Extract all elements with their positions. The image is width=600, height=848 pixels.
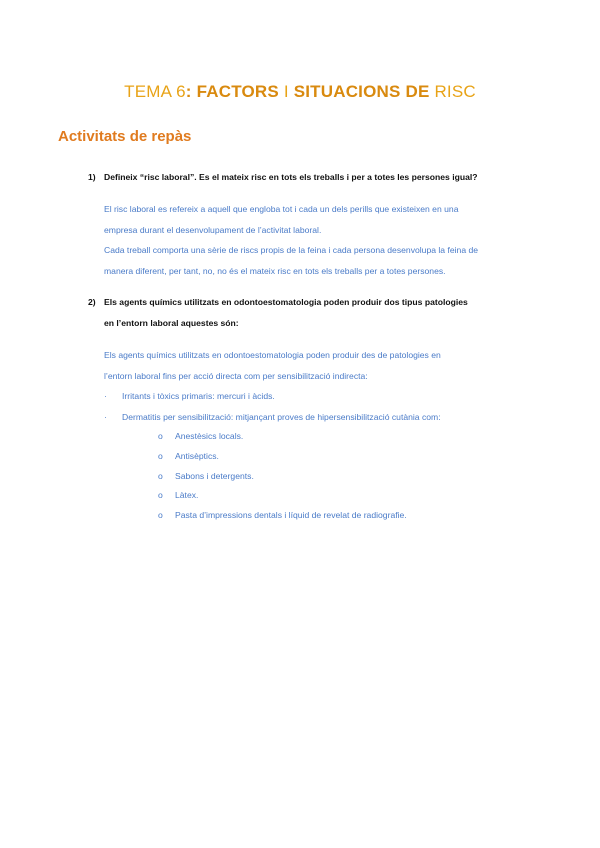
answer-line: El risc laboral es refereix a aquell que engloba tot i cada un dels perills que existeixen en una (104, 204, 459, 214)
question-1 (88, 167, 528, 188)
sub-item (158, 506, 538, 526)
question-number: 2) (88, 297, 96, 307)
bullet-item (104, 407, 564, 428)
page-title (0, 82, 600, 102)
sub-item (158, 467, 538, 487)
sub-text: Sabons i detergents. (175, 470, 254, 481)
answer-line: Cada treball comporta una sèrie de riscs propis de la feina i cada persona desenvolupa la feina de (104, 245, 479, 255)
answer-line: empresa durant el desenvolupament de l’activitat laboral. (104, 224, 322, 235)
sub-item (158, 447, 538, 467)
section-heading: Activitats de repàs (58, 128, 192, 145)
question-text: Els agents químics utilitzats en odontoestomatologia poden produir dos tipus patologies (104, 297, 468, 307)
title-part: FACTORS (196, 82, 279, 101)
sub-text: Pasta d’impressions dentals i líquid de revelat de radiografie. (175, 510, 407, 521)
sub-marker: o (158, 470, 163, 481)
title-part: DE (405, 82, 430, 101)
title-part: TEMA 6 (124, 82, 186, 101)
question-2 (88, 292, 528, 334)
question-number: 1) (88, 172, 96, 182)
sub-item (158, 486, 538, 506)
sub-text: Làtex. (175, 490, 199, 501)
answer-2 (104, 345, 574, 386)
answer-1 (104, 199, 574, 281)
bullet-text: Irritants i tòxics primaris: mercuri i àcids. (122, 391, 275, 401)
question-text: Defineix “risc laboral”. Es el mateix risc en tots els treballs i per a totes les persones igual? (104, 172, 478, 182)
sub-marker: o (158, 510, 163, 521)
question-text-continued: en l’entorn laboral aquestes són: (104, 318, 239, 328)
bullet-marker: · (104, 391, 107, 401)
title-part: : (185, 82, 197, 101)
answer-line: manera diferent, per tant, no, no és el mateix risc en tots els treballs per a totes persones. (104, 265, 446, 276)
sub-marker: o (158, 490, 163, 501)
sub-text: Anestèsics locals. (175, 431, 244, 441)
bullet-list (104, 386, 564, 427)
sub-item (158, 427, 538, 447)
title-part: RISC (434, 82, 476, 101)
sub-text: Antisèptics. (175, 450, 219, 461)
title-part: I (278, 82, 294, 101)
bullet-item (104, 386, 564, 407)
bullet-marker: · (104, 411, 107, 422)
sub-marker: o (158, 450, 163, 461)
answer-line: Els agents químics utilitzats en odontoestomatologia poden produir des de patologies en (104, 350, 441, 360)
answer-line: l’entorn laboral fins per acció directa com per sensibilització indirecta: (104, 370, 368, 381)
sub-marker: o (158, 431, 163, 441)
sub-list (158, 427, 538, 526)
bullet-text: Dermatitis per sensibilització: mitjançant proves de hipersensibilització cutània com: (122, 411, 441, 422)
title-part: SITUACIONS (293, 82, 401, 101)
